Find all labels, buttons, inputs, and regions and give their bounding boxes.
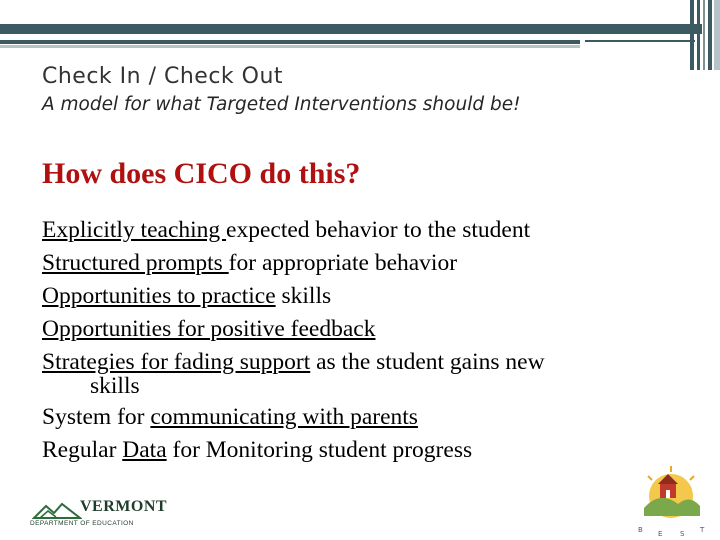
corner-stripes xyxy=(690,0,720,70)
top-accent-bar xyxy=(0,24,702,34)
vermont-logo xyxy=(30,498,168,534)
logo-subtext: DEPARTMENT OF EDUCATION xyxy=(30,520,134,527)
badge-letter: S xyxy=(680,530,685,538)
slide-title: Check In / Check Out xyxy=(42,64,284,89)
badge-letter: T xyxy=(700,526,705,534)
bullet-item: System for communicating with parents xyxy=(42,404,418,430)
pbest-badge-icon xyxy=(630,460,712,538)
logo-text: VERMONT xyxy=(80,498,168,515)
bullet-item: Explicitly teaching expected behavior to the student xyxy=(42,217,531,243)
bullet-continuation: skills xyxy=(90,373,140,399)
bullet-item: Regular Data for Monitoring student progress xyxy=(42,437,473,463)
title-block xyxy=(42,62,702,118)
badge-letter: B xyxy=(638,526,643,534)
section-heading: How does CICO do this? xyxy=(42,157,361,190)
bullet-item: Strategies for fading support as the student gains new xyxy=(42,349,545,375)
bullet-item: Opportunities to practice skills xyxy=(42,283,332,309)
mountain-icon xyxy=(32,500,82,520)
accent-line-short xyxy=(585,40,695,42)
bullet-item: Opportunities for positive feedback xyxy=(42,316,376,342)
bullet-item: Structured prompts for appropriate behavior xyxy=(42,250,458,276)
accent-line-light xyxy=(0,45,580,48)
badge-letter: E xyxy=(658,530,663,538)
accent-line xyxy=(0,40,580,44)
bullet-list xyxy=(42,214,718,467)
slide-subtitle: A model for what Targeted Interventions should be! xyxy=(42,94,521,115)
